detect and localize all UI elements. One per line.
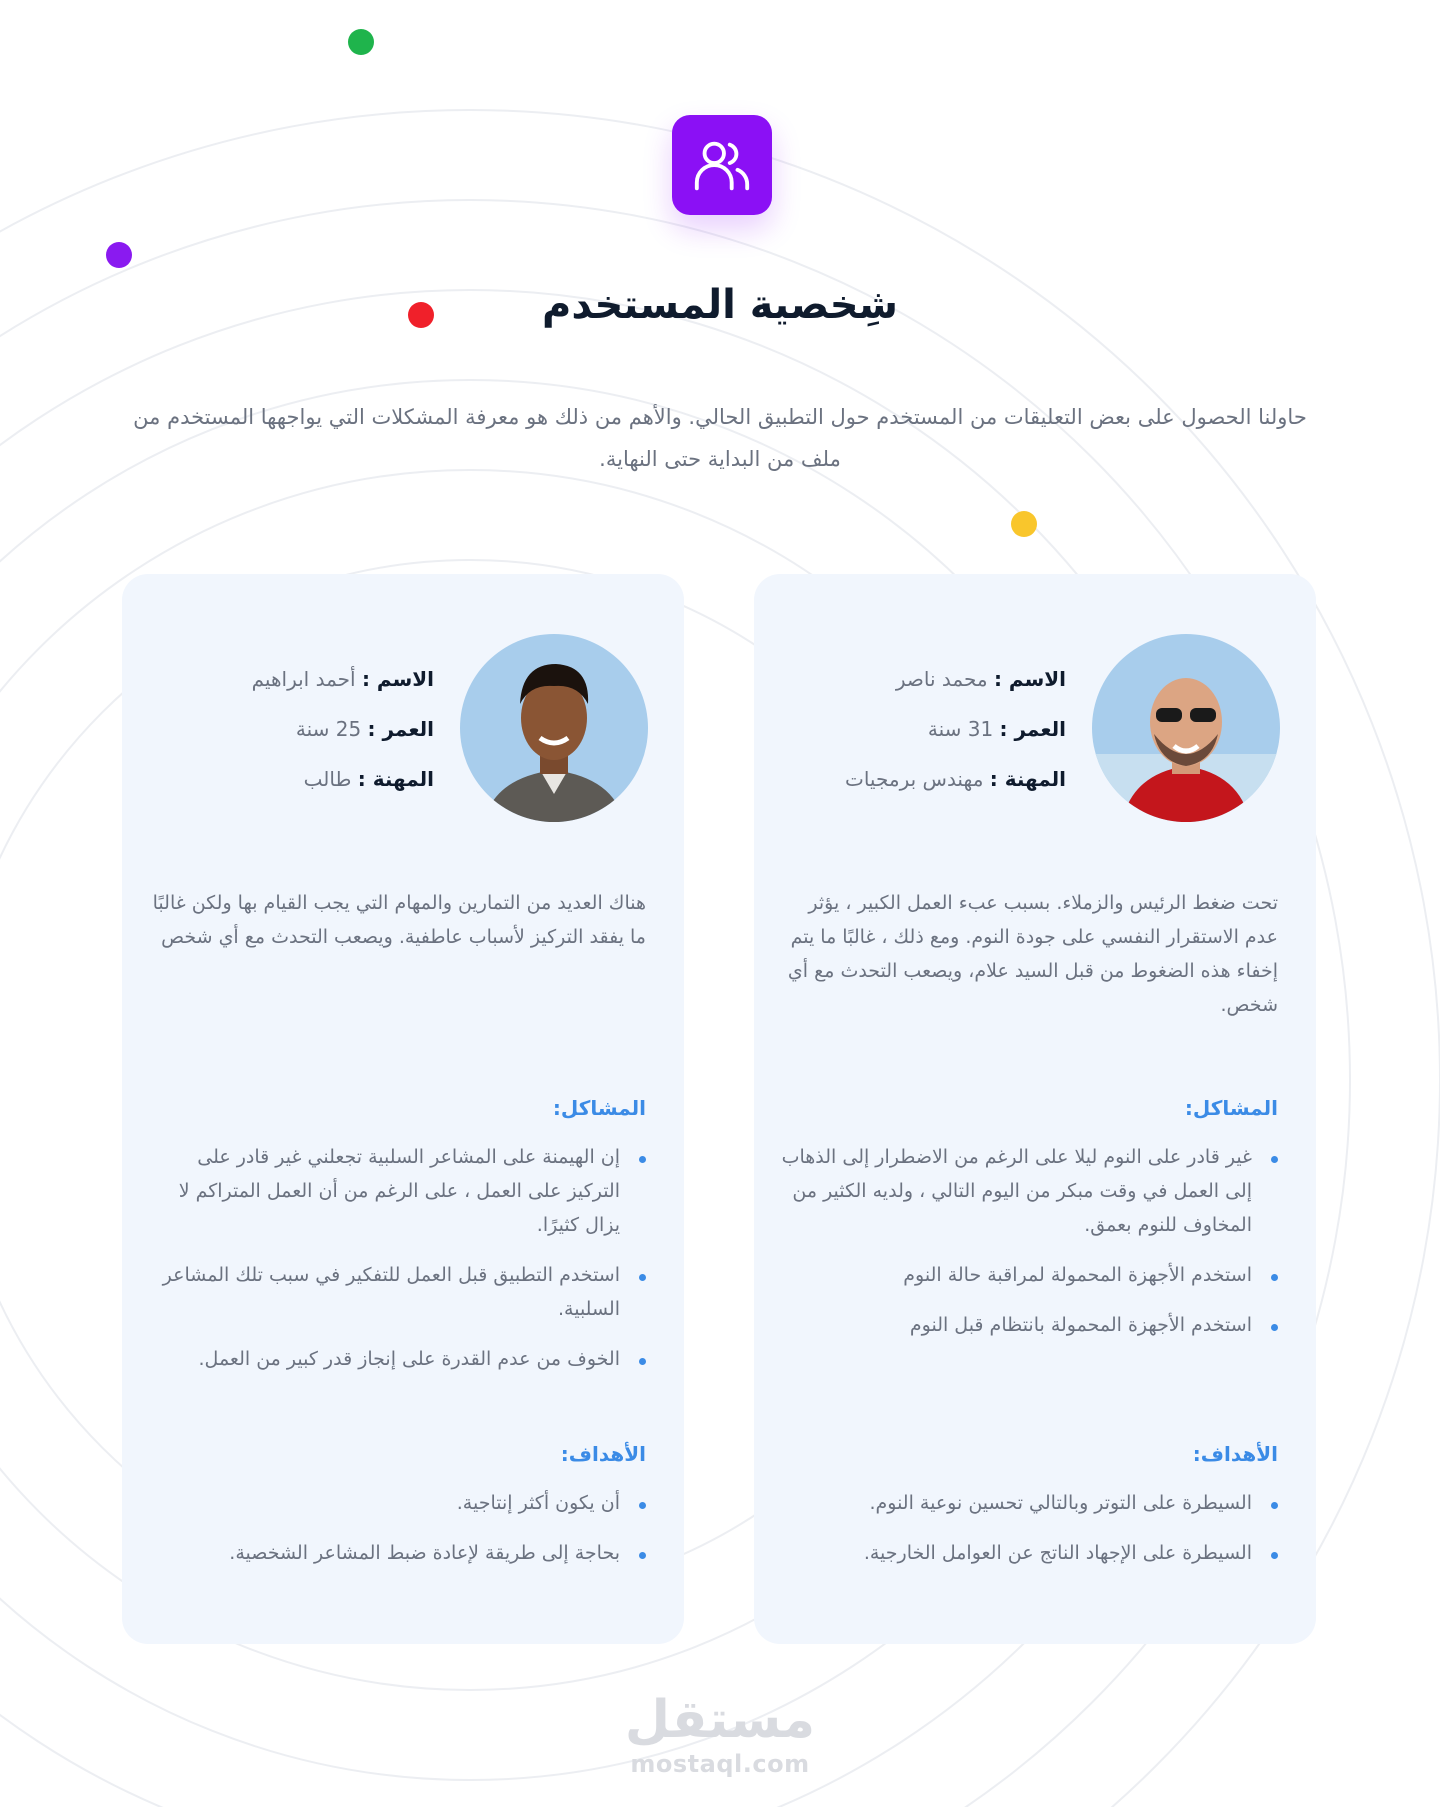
job-row bbox=[776, 754, 1066, 804]
bullet-icon bbox=[1271, 1552, 1278, 1559]
users-icon bbox=[691, 134, 753, 196]
goals-list bbox=[146, 1486, 646, 1586]
goals-title: الأهداف: bbox=[560, 1442, 646, 1466]
persona-bio: تحت ضغط الرئيس والزملاء. بسبب عبء العمل الكبير ، يؤثر عدم الاستقرار النفسي على جودة النوم. ومع ذلك ، غالبًا ما يتم إخفاء هذه الضغوط من قبل السيد علام، ويصعب التحدث مع أي شخص. bbox=[787, 892, 1278, 1016]
list-item: استخدم الأجهزة المحمولة بانتظام قبل النوم bbox=[778, 1308, 1278, 1342]
bullet-icon bbox=[1271, 1502, 1278, 1509]
job-label: المهنة : bbox=[357, 767, 434, 791]
name-value: أحمد ابراهيم bbox=[251, 667, 362, 691]
goals-list bbox=[778, 1486, 1278, 1586]
list-item: الخوف من عدم القدرة على إنجاز قدر كبير من العمل. bbox=[146, 1342, 646, 1376]
list-item: السيطرة على التوتر وبالتالي تحسين نوعية النوم. bbox=[778, 1486, 1278, 1520]
bullet-icon bbox=[1271, 1156, 1278, 1163]
list-item: استخدم الأجهزة المحمولة لمراقبة حالة النوم bbox=[778, 1258, 1278, 1292]
avatar bbox=[460, 634, 648, 822]
persona-card bbox=[122, 574, 684, 1644]
goals-title: الأهداف: bbox=[1192, 1442, 1278, 1466]
age-value: 25 سنة bbox=[295, 717, 368, 741]
name-label: الاسم : bbox=[993, 667, 1066, 691]
bullet-icon bbox=[639, 1552, 646, 1559]
persona-bio: هناك العديد من التمارين والمهام التي يجب القيام بها ولكن غالبًا ما يفقد التركيز لأسباب عاطفية. ويصعب التحدث مع أي شخص bbox=[152, 892, 646, 948]
bullet-icon bbox=[639, 1274, 646, 1281]
name-label: الاسم : bbox=[361, 667, 434, 691]
page-title: شِخصية المستخدم bbox=[542, 282, 898, 328]
problems-title: المشاكل: bbox=[1184, 1096, 1278, 1120]
watermark-arabic: مستقل bbox=[624, 1690, 816, 1750]
intro-paragraph: حاولنا الحصول على بعض التعليقات من المستخدم حول التطبيق الحالي. والأهم من ذلك هو معرفة المشكلات التي يواجهها المستخدم من ملف من البداية حتى النهاية. bbox=[133, 405, 1307, 471]
bullet-icon bbox=[1271, 1324, 1278, 1331]
age-label: العمر : bbox=[999, 717, 1066, 741]
watermark bbox=[0, 1690, 1440, 1778]
bullet-icon bbox=[639, 1156, 646, 1163]
problems-list bbox=[778, 1140, 1278, 1358]
problems-title: المشاكل: bbox=[552, 1096, 646, 1120]
decor-dot-green bbox=[348, 29, 374, 55]
list-item: بحاجة إلى طريقة لإعادة ضبط المشاعر الشخصية. bbox=[146, 1536, 646, 1570]
list-item: استخدم التطبيق قبل العمل للتفكير في سبب تلك المشاعر السلبية. bbox=[146, 1258, 646, 1326]
age-value: 31 سنة bbox=[927, 717, 1000, 741]
bullet-icon bbox=[1271, 1274, 1278, 1281]
job-label: المهنة : bbox=[989, 767, 1066, 791]
age-row bbox=[776, 704, 1066, 754]
persona-info bbox=[144, 654, 434, 804]
list-item: غير قادر على النوم ليلا على الرغم من الاضطرار إلى الذهاب إلى العمل في وقت مبكر من اليوم التالي ، ولديه الكثير من المخاوف للنوم بعمق. bbox=[778, 1140, 1278, 1242]
list-item: إن الهيمنة على المشاعر السلبية تجعلني غير قادر على التركيز على العمل ، على الرغم من أن العمل المتراكم لا يزال كثيرًا. bbox=[146, 1140, 646, 1242]
job-value: طالب bbox=[303, 767, 358, 791]
name-row bbox=[144, 654, 434, 704]
users-icon-badge bbox=[672, 115, 772, 215]
avatar bbox=[1092, 634, 1280, 822]
persona-card bbox=[754, 574, 1316, 1644]
bullet-icon bbox=[639, 1502, 646, 1509]
age-row bbox=[144, 704, 434, 754]
problems-list bbox=[146, 1140, 646, 1392]
decor-dot-yellow bbox=[1011, 511, 1037, 537]
job-value: مهندس برمجيات bbox=[844, 767, 990, 791]
name-value: محمد ناصر bbox=[895, 667, 994, 691]
list-item: أن يكون أكثر إنتاجية. bbox=[146, 1486, 646, 1520]
watermark-latin: mostaql.com bbox=[630, 1750, 810, 1778]
job-row bbox=[144, 754, 434, 804]
bullet-icon bbox=[639, 1358, 646, 1365]
age-label: العمر : bbox=[367, 717, 434, 741]
persona-info bbox=[776, 654, 1066, 804]
decor-dot-purple bbox=[106, 242, 132, 268]
list-item: السيطرة على الإجهاد الناتج عن العوامل الخارجية. bbox=[778, 1536, 1278, 1570]
name-row bbox=[776, 654, 1066, 704]
